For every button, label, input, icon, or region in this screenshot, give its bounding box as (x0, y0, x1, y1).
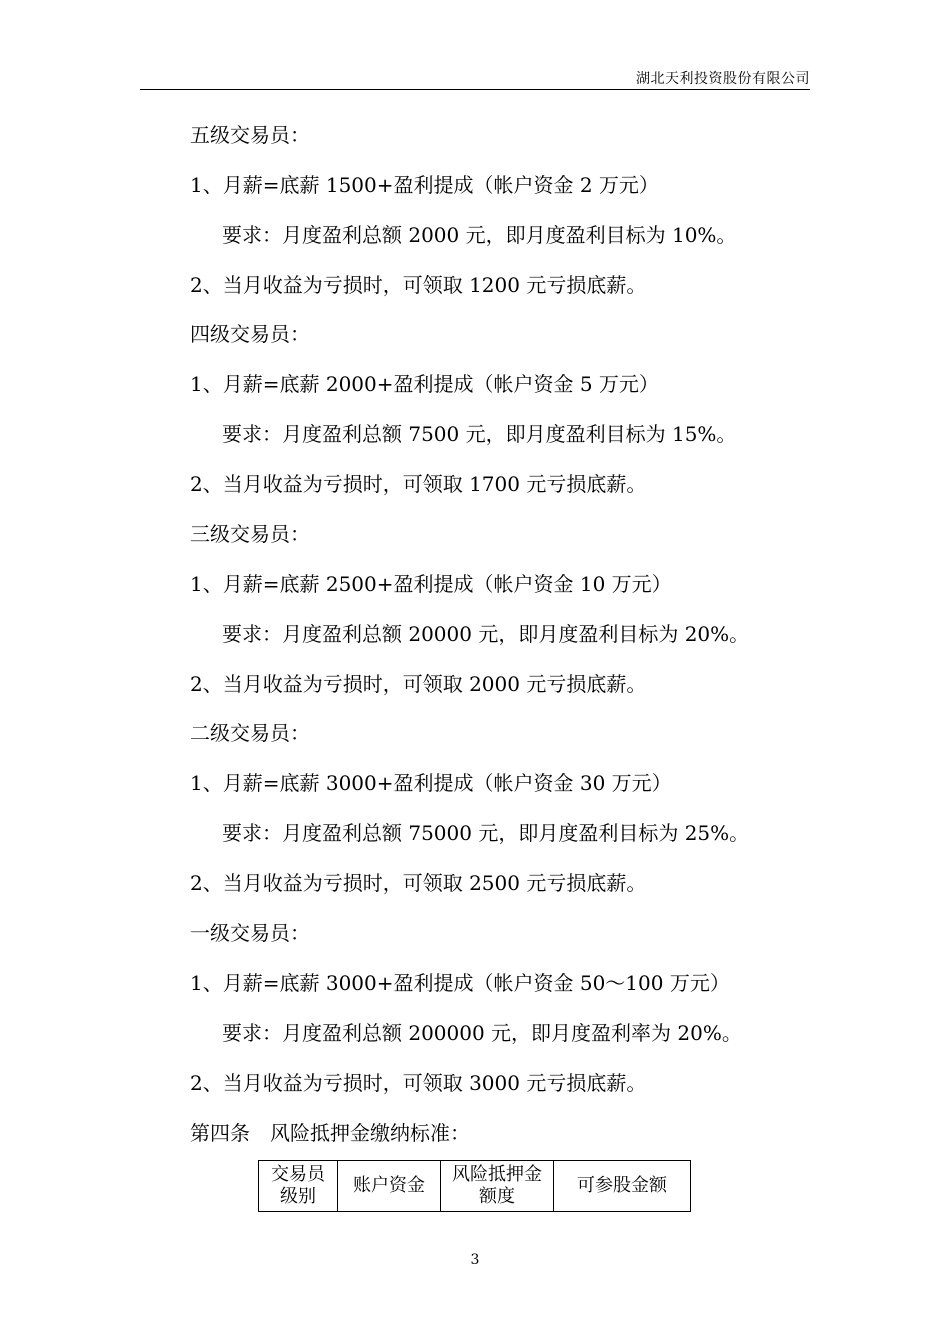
body-paragraph: 要求：月度盈利总额 75000 元，即月度盈利目标为 25%。 (222, 821, 750, 845)
body-paragraph: 2、当月收益为亏损时，可领取 3000 元亏损底薪。 (190, 1071, 647, 1095)
table-header-row (259, 1161, 691, 1212)
section-heading: 一级交易员： (190, 921, 310, 945)
body-paragraph: 1、月薪=底薪 2000+盈利提成（帐户资金 5 万元） (190, 372, 659, 396)
company-name: 湖北天利投资股份有限公司 (636, 71, 810, 87)
body-paragraph: 2、当月收益为亏损时，可领取 1200 元亏损底薪。 (190, 273, 647, 297)
body-paragraph: 1、月薪=底薪 2500+盈利提成（帐户资金 10 万元） (190, 572, 672, 596)
section-heading: 二级交易员： (190, 721, 310, 745)
risk-deposit-table (258, 1160, 691, 1212)
body-paragraph: 要求：月度盈利总额 200000 元，即月度盈利率为 20%。 (222, 1021, 742, 1045)
article-heading: 第四条 风险抵押金缴纳标准： (190, 1121, 470, 1145)
body-paragraph: 要求：月度盈利总额 20000 元，即月度盈利目标为 20%。 (222, 622, 750, 646)
body-paragraph: 2、当月收益为亏损时，可领取 2500 元亏损底薪。 (190, 871, 647, 895)
page-number: 3 (470, 1252, 480, 1268)
table-header-cell: 可参股金额 (554, 1161, 691, 1212)
header-divider (140, 89, 810, 90)
table-header-cell: 账户资金 (338, 1161, 441, 1212)
body-paragraph: 1、月薪=底薪 3000+盈利提成（帐户资金 30 万元） (190, 771, 672, 795)
table-header-cell: 交易员 级别 (259, 1161, 338, 1212)
section-heading: 三级交易员： (190, 522, 310, 546)
section-heading: 四级交易员： (190, 322, 310, 346)
section-heading: 五级交易员： (190, 123, 310, 147)
body-paragraph: 1、月薪=底薪 3000+盈利提成（帐户资金 50～100 万元） (190, 971, 730, 995)
body-paragraph: 要求：月度盈利总额 2000 元，即月度盈利目标为 10%。 (222, 223, 737, 247)
table-header-cell: 风险抵押金 额度 (441, 1161, 554, 1212)
body-paragraph: 2、当月收益为亏损时，可领取 1700 元亏损底薪。 (190, 472, 647, 496)
body-paragraph: 2、当月收益为亏损时，可领取 2000 元亏损底薪。 (190, 672, 647, 696)
body-paragraph: 1、月薪=底薪 1500+盈利提成（帐户资金 2 万元） (190, 173, 659, 197)
body-paragraph: 要求：月度盈利总额 7500 元，即月度盈利目标为 15%。 (222, 422, 737, 446)
